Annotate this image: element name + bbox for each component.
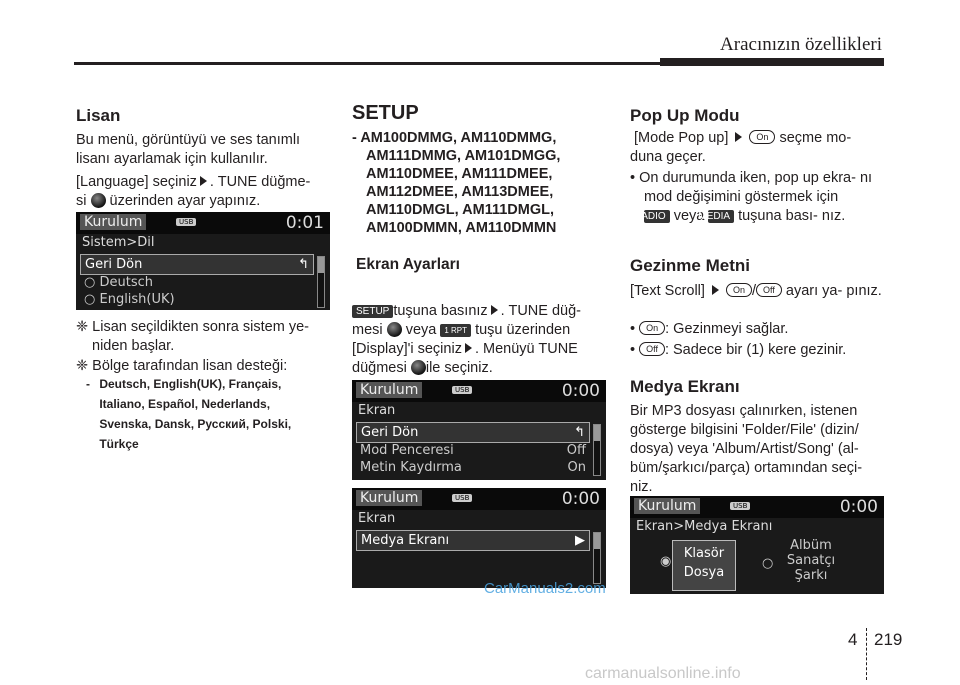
page-number: 219 xyxy=(874,630,903,649)
radio-icon: ○ xyxy=(84,292,96,307)
screen-title: Kurulum xyxy=(634,498,700,514)
popup-mode-note xyxy=(630,169,898,226)
text: [Text Scroll] xyxy=(630,283,705,299)
display-screen xyxy=(352,380,606,480)
arrow-right-icon xyxy=(735,132,742,142)
usb-badge: USB xyxy=(730,502,750,510)
text: mesi xyxy=(352,322,383,338)
item-label: Medya Ekranı xyxy=(361,533,450,548)
usb-badge: USB xyxy=(176,218,196,226)
on-pill: On xyxy=(726,283,752,297)
menu-item-back[interactable] xyxy=(356,422,590,443)
text: tuşuna bası- nız. xyxy=(738,208,846,224)
rpt-button[interactable]: 1 RPT xyxy=(440,324,471,337)
screen-title: Kurulum xyxy=(356,490,422,506)
text: tuşuna basınız xyxy=(393,303,488,319)
text: . TUNE düğ- xyxy=(500,303,581,319)
item-label: Metin Kaydırma xyxy=(360,460,462,475)
option-label: Klasör xyxy=(683,546,725,561)
language-list xyxy=(86,374,326,454)
bullet: • xyxy=(630,321,636,337)
screen-topbar xyxy=(76,212,330,234)
site-watermark: carmanualsonline.info xyxy=(585,665,741,682)
text: ile seçiniz. xyxy=(425,360,493,376)
text: [Mode Pop up] xyxy=(634,130,729,146)
text-scroll-para xyxy=(630,282,884,301)
language-screen xyxy=(76,212,330,310)
watermark: CarManuals2.com xyxy=(484,580,606,597)
radio-button[interactable]: RADIO xyxy=(644,210,670,223)
media-display-para: Bir MP3 dosyası çalınırken, istenen gösterge bilgisini 'Folder/File' (dizin/ dosya) veya 'Album/Artist/Song' (al- büm/şarkıcı/parça) ortamından seçi- niz. xyxy=(630,403,863,495)
chevron-right-icon: ▶ xyxy=(575,533,585,548)
text: üzerinden ayar yapınız. xyxy=(109,193,261,209)
languages: Deutsch, English(UK), Français, Italiano, Español, Nederlands, Svenska, Dansk, Русский, Polski, Türkçe xyxy=(99,377,292,451)
screen-time: 0:01 xyxy=(285,213,324,233)
text: seçme mo- duna geçer. xyxy=(630,130,852,165)
text: • On durumunda iken, pop up ekra- nı mod değişimini göstermek için xyxy=(630,170,873,205)
footer-divider xyxy=(866,628,867,680)
header-title: Aracınızın özellikleri xyxy=(720,34,882,55)
text: veya xyxy=(673,208,705,224)
arrow-right-icon xyxy=(465,343,472,353)
back-icon: ↰ xyxy=(574,425,585,440)
screen-topbar xyxy=(352,380,606,402)
item-value: Off xyxy=(566,443,586,458)
text-scroll-heading: Gezinme Metni xyxy=(630,256,750,275)
screen-title: Kurulum xyxy=(356,382,422,398)
arrow-right-icon xyxy=(712,285,719,295)
model-list: - AM100DMMG, AM110DMMG, AM111DMMG, AM101DMGG, AM110DMEE, AM111DMEE, AM112DMEE, AM113DMEE, AM110DMGL, AM111DMGL, AM100DMMN, AM110DMMN xyxy=(352,130,561,236)
option-album-artist-song[interactable] xyxy=(776,538,846,583)
item-label: Mod Penceresi xyxy=(360,443,454,458)
radio-icon: ○ xyxy=(84,275,96,290)
tune-knob-icon xyxy=(387,322,402,337)
screen-topbar xyxy=(630,496,884,518)
popup-mode-para xyxy=(630,129,884,167)
screen-topbar xyxy=(352,488,606,510)
option-label: Dosya xyxy=(683,565,725,580)
tune-knob-icon xyxy=(411,360,426,375)
text-scroll-on xyxy=(630,320,884,339)
text: . Menüyü TUNE xyxy=(474,341,578,357)
tune-knob-icon xyxy=(91,193,106,208)
radio-icon: ○ xyxy=(762,556,774,571)
back-icon: ↰ xyxy=(298,257,309,272)
usb-badge: USB xyxy=(452,494,472,502)
text: si xyxy=(76,193,87,209)
lisan-heading: Lisan xyxy=(76,106,121,125)
lisan-para1: Bu menü, görüntüyü ve ses tanımlı lisanı ayarlamak için kullanılır. xyxy=(76,132,301,167)
display-settings-heading: Ekran Ayarları xyxy=(356,256,460,273)
option-label: Sanatçı xyxy=(786,553,836,568)
item-label: English(UK) xyxy=(99,292,175,307)
arrow-right-icon xyxy=(200,176,207,186)
text: ayarı ya- pınız. xyxy=(785,283,882,299)
setup-button[interactable]: SETUP xyxy=(352,305,393,318)
media-button[interactable]: MEDIA xyxy=(708,210,734,223)
note-restart: ❈ Lisan seçildikten sonra sistem ye- niden başlar. xyxy=(76,319,309,354)
scroll-thumb[interactable] xyxy=(318,257,324,273)
note-region: ❈ Bölge tarafından lisan desteği: xyxy=(76,358,288,374)
off-pill: Off xyxy=(639,342,665,356)
text: : Sadece bir (1) kere gezinir. xyxy=(664,342,847,358)
radio-selected-icon: ◉ xyxy=(660,554,672,569)
screen-title: Kurulum xyxy=(80,214,146,230)
option-folder-file[interactable] xyxy=(672,540,736,591)
screen-time: 0:00 xyxy=(561,381,600,401)
menu-item-media-display[interactable] xyxy=(356,530,590,551)
media-display-heading: Medya Ekranı xyxy=(630,377,740,396)
screen-time: 0:00 xyxy=(561,489,600,509)
menu-item-english[interactable] xyxy=(80,290,314,309)
scrollbar[interactable] xyxy=(593,532,601,584)
usb-badge: USB xyxy=(452,386,472,394)
setup-heading: SETUP xyxy=(352,102,419,124)
screen-path: Ekran>Medya Ekranı xyxy=(636,519,773,534)
off-pill: Off xyxy=(756,283,782,297)
screen-path: Ekran xyxy=(358,511,396,526)
media-mode-screen xyxy=(630,496,884,594)
screen-time: 0:00 xyxy=(839,497,878,517)
slash: / xyxy=(752,283,757,299)
item-label: Geri Dön xyxy=(85,257,143,272)
header-rule-thick xyxy=(660,58,884,66)
screen-path: Ekran xyxy=(358,403,396,418)
text: . TUNE düğme- xyxy=(209,174,311,190)
text: : Gezinmeyi sağlar. xyxy=(665,321,789,337)
option-label: Şarkı xyxy=(794,568,828,583)
text: [Language] seçiniz xyxy=(76,174,197,190)
scrollbar[interactable] xyxy=(317,256,325,308)
menu-item-text-scroll[interactable] xyxy=(356,458,590,477)
display-settings-para xyxy=(352,302,608,378)
chapter-number: 4 xyxy=(848,630,858,649)
scrollbar[interactable] xyxy=(593,424,601,476)
scroll-thumb[interactable] xyxy=(594,425,600,441)
text: düğmesi xyxy=(352,360,407,376)
lisan-para2 xyxy=(76,173,330,211)
on-pill: On xyxy=(639,321,665,335)
menu-item-back[interactable] xyxy=(80,254,314,275)
bullet: • xyxy=(630,342,636,358)
item-value: On xyxy=(567,460,586,475)
text: tuşu üzerinden xyxy=(475,322,571,338)
dash: - xyxy=(86,377,90,391)
text: [Display]'i seçiniz xyxy=(352,341,462,357)
arrow-right-icon xyxy=(491,305,498,315)
text: veya xyxy=(405,322,437,338)
option-label: Albüm xyxy=(790,538,832,553)
screen-path: Sistem>Dil xyxy=(82,235,155,250)
item-label: Deutsch xyxy=(99,275,153,290)
text-scroll-off xyxy=(630,341,884,360)
popup-mode-heading: Pop Up Modu xyxy=(630,106,740,125)
item-label: Geri Dön xyxy=(361,425,419,440)
on-pill: On xyxy=(749,130,775,144)
media-display-screen xyxy=(352,488,606,588)
scroll-thumb[interactable] xyxy=(594,533,600,549)
